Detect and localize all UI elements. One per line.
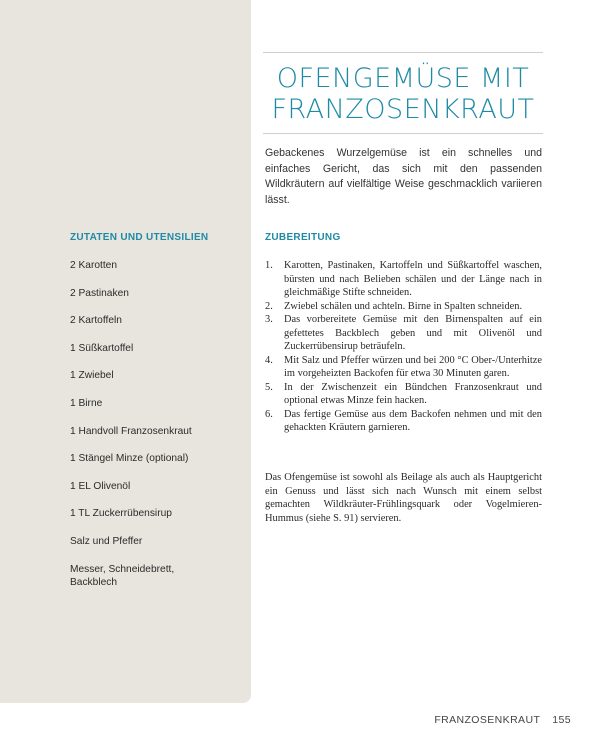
recipe-title-line-2: FRANZOSENKRAUT	[271, 94, 535, 125]
step-number: 5.	[265, 381, 273, 393]
preparation-step	[265, 381, 542, 408]
preparation-step	[265, 354, 542, 381]
ingredient-item: 1 Handvoll Franzosenkraut	[70, 425, 192, 437]
running-section-title: FRANZOSENKRAUT	[434, 714, 541, 726]
title-top-rule	[263, 52, 543, 53]
page-number: 155	[552, 714, 571, 726]
step-text: Karotten, Pastinaken, Kartoffeln und Süßkartoffel waschen, bürsten und nach Belieben schälen und der Länge nach in gleichmäßige Stifte schneiden.	[284, 260, 542, 298]
preparation-steps	[265, 259, 542, 435]
step-number: 6.	[265, 408, 273, 420]
ingredient-item: 1 EL Olivenöl	[70, 480, 131, 492]
preparation-step	[265, 313, 542, 354]
closing-paragraph: Das Ofengemüse ist sowohl als Beilage als auch als Hauptgericht ein Genuss und lässt sich nach Wunsch mit einem selbst gemachten Wildkräuter-Frühlingsquark oder Vogelmieren-Hummus (siehe S. 91) servieren.	[265, 472, 542, 524]
preparation-step	[265, 300, 542, 314]
ingredients-heading: ZUTATEN UND UTENSILIEN	[70, 232, 209, 243]
step-text: Das vorbereitete Gemüse mit den Birnenspalten auf ein gefettetes Backblech geben und mit Olivenöl und Zuckerrübensirup beträufeln.	[284, 314, 542, 352]
ingredients-list	[70, 259, 240, 590]
ingredient-item: 1 Süßkartoffel	[70, 342, 134, 354]
step-text: Zwiebel schälen und achteln. Birne in Spalten schneiden.	[284, 300, 523, 312]
ingredient-item: 2 Karotten	[70, 260, 118, 271]
step-number: 1.	[265, 260, 273, 271]
ingredient-item: 1 Birne	[70, 397, 103, 409]
step-text: In der Zwischenzeit ein Bündchen Franzosenkraut und optional etwas Minze fein hacken.	[284, 381, 542, 406]
step-number: 4.	[265, 354, 273, 366]
ingredient-item: Messer, Schneidebrett, Backblech	[70, 563, 175, 588]
recipe-title	[263, 63, 543, 125]
step-text: Das fertige Gemüse aus dem Backofen nehmen und mit den gehackten Kräutern garnieren.	[284, 408, 542, 433]
preparation-step	[265, 408, 542, 435]
step-text: Mit Salz und Pfeffer würzen und bei 200 °C Ober-/Unterhitze im vorgeheizten Backofen für etwa 30 Minuten garen.	[284, 354, 542, 379]
title-block	[263, 52, 543, 134]
preparation-step	[265, 259, 542, 300]
ingredient-item: 2 Pastinaken	[70, 287, 129, 299]
step-number: 3.	[265, 314, 273, 325]
preparation-heading: ZUBEREITUNG	[265, 232, 341, 243]
intro-paragraph: Gebackenes Wurzelgemüse ist ein schnelles und einfaches Gericht, das sich mit den passenden Wildkräutern auf vielfältige Weise geschmacklich variieren lässt.	[265, 147, 542, 206]
ingredient-item: 1 Stängel Minze (optional)	[70, 453, 189, 465]
recipe-title-line-1: OFENGEMÜSE MIT	[276, 63, 530, 94]
ingredient-item: 1 TL Zuckerrübensirup	[70, 508, 172, 520]
ingredient-item: 2 Kartoffeln	[70, 315, 122, 327]
ingredient-item: Salz und Pfeffer	[70, 535, 143, 547]
ingredient-item: 1 Zwiebel	[70, 370, 114, 382]
page-footer	[434, 714, 571, 726]
title-bottom-rule	[263, 133, 543, 134]
step-number: 2.	[265, 300, 273, 312]
